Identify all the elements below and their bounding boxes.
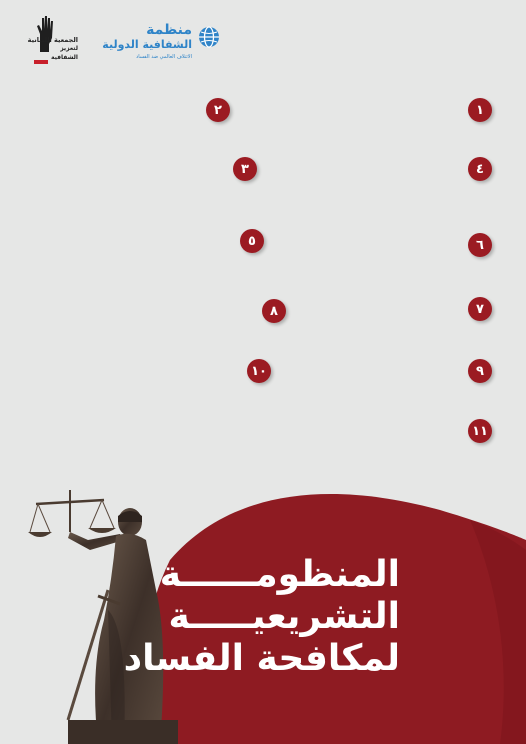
globe-icon (198, 26, 220, 48)
item-number-badge: ١٠ (247, 359, 271, 383)
raised-hand-icon (34, 14, 56, 52)
item-number-badge: ٩ (468, 359, 492, 383)
item-number-badge: ١ (468, 98, 492, 122)
item-number-badge: ٧ (468, 297, 492, 321)
lady-justice-statue-image (28, 470, 178, 744)
item-number-badge: ٢ (206, 98, 230, 122)
ti-logo (102, 22, 220, 62)
item-number-badge: ٨ (262, 299, 286, 323)
poster-title-line2: التشريعيـــــة (168, 596, 400, 637)
item-number-badge: ٥ (240, 229, 264, 253)
lta-logo-line2: لتعزيز (60, 45, 78, 52)
item-number-badge: ٣ (233, 157, 257, 181)
ti-logo-line1: منظمة (146, 22, 192, 38)
lta-logo-line1: الجمعية اللبنانية (27, 36, 78, 44)
lta-logo-line3: الشفافية (50, 54, 78, 61)
ti-logo-line3: الائتلاف العالمي ضد الفساد (135, 54, 192, 60)
lta-logo-badge (34, 60, 48, 64)
poster-title-line3: لمكافحة الفساد (123, 638, 400, 679)
ti-logo-line2: الشفافية الدولية (102, 38, 192, 51)
item-number-badge: ٤ (468, 157, 492, 181)
lta-logo (16, 14, 78, 64)
item-number-badge: ١١ (468, 419, 492, 443)
poster-title-line1: المنظومــــــة (159, 554, 400, 595)
item-number-badge: ٦ (468, 233, 492, 257)
